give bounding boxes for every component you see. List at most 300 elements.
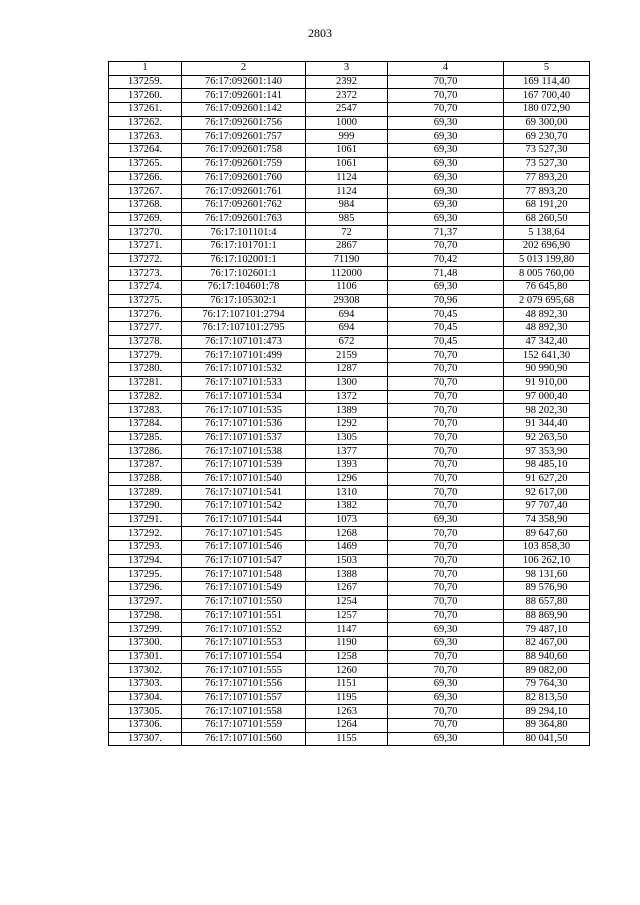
table-row bbox=[109, 664, 590, 678]
table-cell: 80 041,50 bbox=[504, 732, 590, 746]
table-cell: 76:17:092601:762 bbox=[182, 198, 306, 212]
table-cell: 70,70 bbox=[388, 349, 504, 363]
table-cell: 1151 bbox=[306, 677, 388, 691]
table-cell: 1503 bbox=[306, 554, 388, 568]
table-cell: 137298. bbox=[109, 609, 182, 623]
table-row bbox=[109, 691, 590, 705]
table-cell: 76:17:092601:756 bbox=[182, 116, 306, 130]
table-cell: 106 262,10 bbox=[504, 554, 590, 568]
table-body bbox=[109, 75, 590, 746]
table-cell: 137263. bbox=[109, 130, 182, 144]
table-cell: 137305. bbox=[109, 705, 182, 719]
table-cell: 137296. bbox=[109, 582, 182, 596]
table-cell: 76:17:107101:542 bbox=[182, 500, 306, 514]
table-cell: 76 645,80 bbox=[504, 281, 590, 295]
table-row bbox=[109, 431, 590, 445]
table-cell: 70,45 bbox=[388, 308, 504, 322]
table-row bbox=[109, 650, 590, 664]
table-cell: 68 260,50 bbox=[504, 212, 590, 226]
table-cell: 76:17:107101:535 bbox=[182, 404, 306, 418]
table-cell: 1264 bbox=[306, 719, 388, 733]
table-cell: 137300. bbox=[109, 636, 182, 650]
page-number: 2803 bbox=[308, 26, 332, 40]
table-cell: 70,70 bbox=[388, 486, 504, 500]
table-cell: 137303. bbox=[109, 677, 182, 691]
table-cell: 2867 bbox=[306, 239, 388, 253]
table-cell: 70,70 bbox=[388, 500, 504, 514]
table-cell: 8 005 760,00 bbox=[504, 267, 590, 281]
table-cell: 137259. bbox=[109, 75, 182, 89]
table-row bbox=[109, 226, 590, 240]
table-row bbox=[109, 636, 590, 650]
table-cell: 70,70 bbox=[388, 363, 504, 377]
table-cell: 70,70 bbox=[388, 431, 504, 445]
table-cell: 137261. bbox=[109, 103, 182, 117]
table-cell: 76:17:107101:555 bbox=[182, 664, 306, 678]
table-cell: 1124 bbox=[306, 185, 388, 199]
table-cell: 1267 bbox=[306, 582, 388, 596]
table-cell: 1061 bbox=[306, 144, 388, 158]
table-cell: 167 700,40 bbox=[504, 89, 590, 103]
table-row bbox=[109, 486, 590, 500]
table-cell: 1195 bbox=[306, 691, 388, 705]
table-cell: 70,70 bbox=[388, 390, 504, 404]
table-cell: 69,30 bbox=[388, 198, 504, 212]
table-cell: 69,30 bbox=[388, 623, 504, 637]
table-cell: 1372 bbox=[306, 390, 388, 404]
table-cell: 69,30 bbox=[388, 212, 504, 226]
table-cell: 70,70 bbox=[388, 89, 504, 103]
table-cell: 137295. bbox=[109, 568, 182, 582]
table-cell: 137262. bbox=[109, 116, 182, 130]
table-cell: 69,30 bbox=[388, 157, 504, 171]
table-cell: 91 344,40 bbox=[504, 417, 590, 431]
table-cell: 137281. bbox=[109, 376, 182, 390]
table-cell: 137277. bbox=[109, 322, 182, 336]
table-cell: 76:17:107101:2795 bbox=[182, 322, 306, 336]
table-cell: 70,70 bbox=[388, 472, 504, 486]
table-cell: 76:17:104601:78 bbox=[182, 281, 306, 295]
table-cell: 76:17:107101:2794 bbox=[182, 308, 306, 322]
table-row bbox=[109, 677, 590, 691]
table-cell: 69,30 bbox=[388, 144, 504, 158]
table-row bbox=[109, 281, 590, 295]
table-cell: 70,70 bbox=[388, 417, 504, 431]
table-cell: 82 813,50 bbox=[504, 691, 590, 705]
table-cell: 137265. bbox=[109, 157, 182, 171]
table-cell: 76:17:107101:553 bbox=[182, 636, 306, 650]
table-row bbox=[109, 458, 590, 472]
table-cell: 137290. bbox=[109, 500, 182, 514]
table-cell: 76:17:107101:558 bbox=[182, 705, 306, 719]
table-cell: 76:17:107101:536 bbox=[182, 417, 306, 431]
table-cell: 70,70 bbox=[388, 719, 504, 733]
table-cell: 70,70 bbox=[388, 705, 504, 719]
table-cell: 76:17:107101:538 bbox=[182, 445, 306, 459]
table-row bbox=[109, 322, 590, 336]
table-row bbox=[109, 445, 590, 459]
table-cell: 91 910,00 bbox=[504, 376, 590, 390]
table-cell: 2159 bbox=[306, 349, 388, 363]
table-cell: 70,70 bbox=[388, 595, 504, 609]
table-cell: 69 230,70 bbox=[504, 130, 590, 144]
table-row bbox=[109, 198, 590, 212]
table-cell: 76:17:092601:760 bbox=[182, 171, 306, 185]
table-row bbox=[109, 363, 590, 377]
table-cell: 1257 bbox=[306, 609, 388, 623]
table-cell: 76:17:107101:554 bbox=[182, 650, 306, 664]
table-cell: 88 869,90 bbox=[504, 609, 590, 623]
table-cell: 1260 bbox=[306, 664, 388, 678]
table-cell: 70,70 bbox=[388, 541, 504, 555]
table-cell: 694 bbox=[306, 322, 388, 336]
table-cell: 29308 bbox=[306, 294, 388, 308]
table-cell: 1388 bbox=[306, 568, 388, 582]
table-cell: 70,96 bbox=[388, 294, 504, 308]
data-table bbox=[108, 61, 590, 746]
table-cell: 76:17:107101:499 bbox=[182, 349, 306, 363]
table-cell: 137288. bbox=[109, 472, 182, 486]
table-row bbox=[109, 527, 590, 541]
table-cell: 70,42 bbox=[388, 253, 504, 267]
table-cell: 1469 bbox=[306, 541, 388, 555]
table-cell: 70,70 bbox=[388, 582, 504, 596]
table-row bbox=[109, 335, 590, 349]
table-cell: 69,30 bbox=[388, 691, 504, 705]
table-cell: 1254 bbox=[306, 595, 388, 609]
table-cell: 69,30 bbox=[388, 636, 504, 650]
table-cell: 137289. bbox=[109, 486, 182, 500]
table-row bbox=[109, 103, 590, 117]
table-cell: 76:17:107101:550 bbox=[182, 595, 306, 609]
table-cell: 2547 bbox=[306, 103, 388, 117]
table-cell: 137297. bbox=[109, 595, 182, 609]
table-cell: 76:17:101101:4 bbox=[182, 226, 306, 240]
table-cell: 1268 bbox=[306, 527, 388, 541]
table-cell: 76:17:092601:763 bbox=[182, 212, 306, 226]
table-cell: 137291. bbox=[109, 513, 182, 527]
table-cell: 69,30 bbox=[388, 171, 504, 185]
table-row bbox=[109, 472, 590, 486]
table-cell: 72 bbox=[306, 226, 388, 240]
table-cell: 1000 bbox=[306, 116, 388, 130]
table-row bbox=[109, 130, 590, 144]
table-cell: 70,70 bbox=[388, 458, 504, 472]
table-row bbox=[109, 294, 590, 308]
table-cell: 1292 bbox=[306, 417, 388, 431]
table-row bbox=[109, 719, 590, 733]
table-cell: 1124 bbox=[306, 171, 388, 185]
table-cell: 76:17:092601:761 bbox=[182, 185, 306, 199]
table-row bbox=[109, 732, 590, 746]
table-cell: 47 342,40 bbox=[504, 335, 590, 349]
table-row bbox=[109, 185, 590, 199]
table-cell: 76:17:107101:549 bbox=[182, 582, 306, 596]
table-cell: 70,70 bbox=[388, 239, 504, 253]
table-cell: 74 358,90 bbox=[504, 513, 590, 527]
table-row bbox=[109, 116, 590, 130]
table-cell: 76:17:102001:1 bbox=[182, 253, 306, 267]
table-cell: 69,30 bbox=[388, 513, 504, 527]
table-cell: 76:17:107101:545 bbox=[182, 527, 306, 541]
table-cell: 137302. bbox=[109, 664, 182, 678]
table-cell: 88 657,80 bbox=[504, 595, 590, 609]
table-cell: 985 bbox=[306, 212, 388, 226]
table-row bbox=[109, 171, 590, 185]
table-row bbox=[109, 157, 590, 171]
table-row bbox=[109, 253, 590, 267]
table-cell: 137278. bbox=[109, 335, 182, 349]
table-cell: 112000 bbox=[306, 267, 388, 281]
table-cell: 1377 bbox=[306, 445, 388, 459]
table-cell: 76:17:092601:140 bbox=[182, 75, 306, 89]
table-cell: 999 bbox=[306, 130, 388, 144]
table-cell: 76:17:107101:473 bbox=[182, 335, 306, 349]
column-header: 1 bbox=[109, 62, 182, 76]
table-cell: 1300 bbox=[306, 376, 388, 390]
table-cell: 70,70 bbox=[388, 650, 504, 664]
table-row bbox=[109, 239, 590, 253]
table-cell: 1155 bbox=[306, 732, 388, 746]
table-cell: 68 191,20 bbox=[504, 198, 590, 212]
table-cell: 180 072,90 bbox=[504, 103, 590, 117]
table-row bbox=[109, 89, 590, 103]
table-cell: 70,70 bbox=[388, 376, 504, 390]
table-cell: 79 764,30 bbox=[504, 677, 590, 691]
table-cell: 70,70 bbox=[388, 664, 504, 678]
table-cell: 76:17:092601:759 bbox=[182, 157, 306, 171]
table-cell: 1310 bbox=[306, 486, 388, 500]
table-cell: 89 082,00 bbox=[504, 664, 590, 678]
table-cell: 1393 bbox=[306, 458, 388, 472]
table-cell: 97 000,40 bbox=[504, 390, 590, 404]
table-cell: 70,45 bbox=[388, 335, 504, 349]
table-cell: 76:17:092601:758 bbox=[182, 144, 306, 158]
table-cell: 76:17:102601:1 bbox=[182, 267, 306, 281]
table-cell: 76:17:107101:533 bbox=[182, 376, 306, 390]
table-row bbox=[109, 554, 590, 568]
table-cell: 137292. bbox=[109, 527, 182, 541]
table-cell: 76:17:107101:546 bbox=[182, 541, 306, 555]
table-cell: 137272. bbox=[109, 253, 182, 267]
column-header: 5 bbox=[504, 62, 590, 76]
table-cell: 69,30 bbox=[388, 185, 504, 199]
table-cell: 89 364,80 bbox=[504, 719, 590, 733]
table-cell: 77 893,20 bbox=[504, 185, 590, 199]
table-cell: 76:17:107101:537 bbox=[182, 431, 306, 445]
table-cell: 70,70 bbox=[388, 75, 504, 89]
table-cell: 89 294,10 bbox=[504, 705, 590, 719]
table-row bbox=[109, 390, 590, 404]
table-row bbox=[109, 582, 590, 596]
table-header-row bbox=[109, 62, 590, 76]
table-cell: 98 131,60 bbox=[504, 568, 590, 582]
table-cell: 76:17:092601:757 bbox=[182, 130, 306, 144]
table-cell: 71190 bbox=[306, 253, 388, 267]
table-cell: 76:17:107101:557 bbox=[182, 691, 306, 705]
table-cell: 137268. bbox=[109, 198, 182, 212]
table-row bbox=[109, 500, 590, 514]
table-cell: 69,30 bbox=[388, 116, 504, 130]
table-cell: 77 893,20 bbox=[504, 171, 590, 185]
table-cell: 137284. bbox=[109, 417, 182, 431]
table-cell: 71,48 bbox=[388, 267, 504, 281]
table-cell: 70,70 bbox=[388, 404, 504, 418]
table-cell: 137287. bbox=[109, 458, 182, 472]
table-cell: 137273. bbox=[109, 267, 182, 281]
column-header: 3 bbox=[306, 62, 388, 76]
table-row bbox=[109, 417, 590, 431]
table-cell: 70,70 bbox=[388, 527, 504, 541]
table-cell: 76:17:107101:547 bbox=[182, 554, 306, 568]
table-cell: 137286. bbox=[109, 445, 182, 459]
table-cell: 92 617,00 bbox=[504, 486, 590, 500]
table-cell: 70,70 bbox=[388, 554, 504, 568]
table-cell: 137276. bbox=[109, 308, 182, 322]
table-cell: 71,37 bbox=[388, 226, 504, 240]
table-row bbox=[109, 541, 590, 555]
table-row bbox=[109, 308, 590, 322]
table-cell: 1147 bbox=[306, 623, 388, 637]
table-cell: 137294. bbox=[109, 554, 182, 568]
table-cell: 76:17:107101:540 bbox=[182, 472, 306, 486]
table-cell: 69,30 bbox=[388, 281, 504, 295]
table-cell: 76:17:107101:560 bbox=[182, 732, 306, 746]
table-cell: 70,70 bbox=[388, 568, 504, 582]
table-cell: 76:17:107101:534 bbox=[182, 390, 306, 404]
table-cell: 137264. bbox=[109, 144, 182, 158]
table-cell: 76:17:105302:1 bbox=[182, 294, 306, 308]
table-row bbox=[109, 623, 590, 637]
table-cell: 1258 bbox=[306, 650, 388, 664]
table-cell: 137306. bbox=[109, 719, 182, 733]
table-cell: 1305 bbox=[306, 431, 388, 445]
table-cell: 1073 bbox=[306, 513, 388, 527]
table-cell: 137280. bbox=[109, 363, 182, 377]
table-cell: 137293. bbox=[109, 541, 182, 555]
table-cell: 76:17:092601:141 bbox=[182, 89, 306, 103]
table-cell: 5 013 199,80 bbox=[504, 253, 590, 267]
table-cell: 48 892,30 bbox=[504, 308, 590, 322]
table-cell: 1061 bbox=[306, 157, 388, 171]
table-cell: 76:17:107101:548 bbox=[182, 568, 306, 582]
table-cell: 152 641,30 bbox=[504, 349, 590, 363]
table-cell: 137299. bbox=[109, 623, 182, 637]
table-cell: 202 696,90 bbox=[504, 239, 590, 253]
table-cell: 97 353,90 bbox=[504, 445, 590, 459]
table-cell: 1190 bbox=[306, 636, 388, 650]
table-row bbox=[109, 75, 590, 89]
table-cell: 2 079 695,68 bbox=[504, 294, 590, 308]
table-cell: 5 138,64 bbox=[504, 226, 590, 240]
table-cell: 137279. bbox=[109, 349, 182, 363]
table-cell: 137266. bbox=[109, 171, 182, 185]
table-cell: 69,30 bbox=[388, 732, 504, 746]
table-row bbox=[109, 212, 590, 226]
table-cell: 1263 bbox=[306, 705, 388, 719]
table-cell: 137301. bbox=[109, 650, 182, 664]
table-cell: 137285. bbox=[109, 431, 182, 445]
table-cell: 76:17:107101:544 bbox=[182, 513, 306, 527]
table-cell: 1106 bbox=[306, 281, 388, 295]
table-cell: 70,45 bbox=[388, 322, 504, 336]
table-row bbox=[109, 705, 590, 719]
table-cell: 88 940,60 bbox=[504, 650, 590, 664]
table-cell: 137270. bbox=[109, 226, 182, 240]
table-cell: 2372 bbox=[306, 89, 388, 103]
table-row bbox=[109, 595, 590, 609]
table-cell: 70,70 bbox=[388, 609, 504, 623]
table-cell: 69 300,00 bbox=[504, 116, 590, 130]
table-cell: 76:17:107101:556 bbox=[182, 677, 306, 691]
table-cell: 169 114,40 bbox=[504, 75, 590, 89]
table-cell: 1296 bbox=[306, 472, 388, 486]
table-cell: 137260. bbox=[109, 89, 182, 103]
table-cell: 92 263,50 bbox=[504, 431, 590, 445]
table-cell: 1382 bbox=[306, 500, 388, 514]
table-row bbox=[109, 513, 590, 527]
column-header: 2 bbox=[182, 62, 306, 76]
table-cell: 69,30 bbox=[388, 677, 504, 691]
table-row bbox=[109, 144, 590, 158]
table-cell: 90 990,90 bbox=[504, 363, 590, 377]
table-cell: 694 bbox=[306, 308, 388, 322]
table-cell: 89 647,60 bbox=[504, 527, 590, 541]
table-cell: 48 892,30 bbox=[504, 322, 590, 336]
table-cell: 137271. bbox=[109, 239, 182, 253]
table-cell: 137283. bbox=[109, 404, 182, 418]
table-cell: 137275. bbox=[109, 294, 182, 308]
table-cell: 137274. bbox=[109, 281, 182, 295]
table-cell: 137282. bbox=[109, 390, 182, 404]
table-cell: 76:17:107101:551 bbox=[182, 609, 306, 623]
table-cell: 76:17:107101:539 bbox=[182, 458, 306, 472]
table-cell: 1389 bbox=[306, 404, 388, 418]
table-row bbox=[109, 349, 590, 363]
table-cell: 672 bbox=[306, 335, 388, 349]
table-row bbox=[109, 267, 590, 281]
table-cell: 70,70 bbox=[388, 445, 504, 459]
table-row bbox=[109, 609, 590, 623]
table-cell: 91 627,20 bbox=[504, 472, 590, 486]
table-cell: 73 527,30 bbox=[504, 157, 590, 171]
table-cell: 69,30 bbox=[388, 130, 504, 144]
table-cell: 137269. bbox=[109, 212, 182, 226]
table-cell: 97 707,40 bbox=[504, 500, 590, 514]
table-cell: 137307. bbox=[109, 732, 182, 746]
table-cell: 76:17:107101:559 bbox=[182, 719, 306, 733]
table-row bbox=[109, 568, 590, 582]
table-cell: 89 576,90 bbox=[504, 582, 590, 596]
table-cell: 76:17:107101:552 bbox=[182, 623, 306, 637]
table-cell: 2392 bbox=[306, 75, 388, 89]
table-cell: 76:17:101701:1 bbox=[182, 239, 306, 253]
table-cell: 98 485,10 bbox=[504, 458, 590, 472]
table-cell: 137304. bbox=[109, 691, 182, 705]
table-cell: 103 858,30 bbox=[504, 541, 590, 555]
table-cell: 79 487,10 bbox=[504, 623, 590, 637]
table-row bbox=[109, 404, 590, 418]
table-cell: 98 202,30 bbox=[504, 404, 590, 418]
table-cell: 82 467,00 bbox=[504, 636, 590, 650]
table-cell: 70,70 bbox=[388, 103, 504, 117]
table-cell: 73 527,30 bbox=[504, 144, 590, 158]
column-header: 4 bbox=[388, 62, 504, 76]
table-cell: 76:17:092601:142 bbox=[182, 103, 306, 117]
table-cell: 984 bbox=[306, 198, 388, 212]
table-cell: 137267. bbox=[109, 185, 182, 199]
table-cell: 76:17:107101:541 bbox=[182, 486, 306, 500]
